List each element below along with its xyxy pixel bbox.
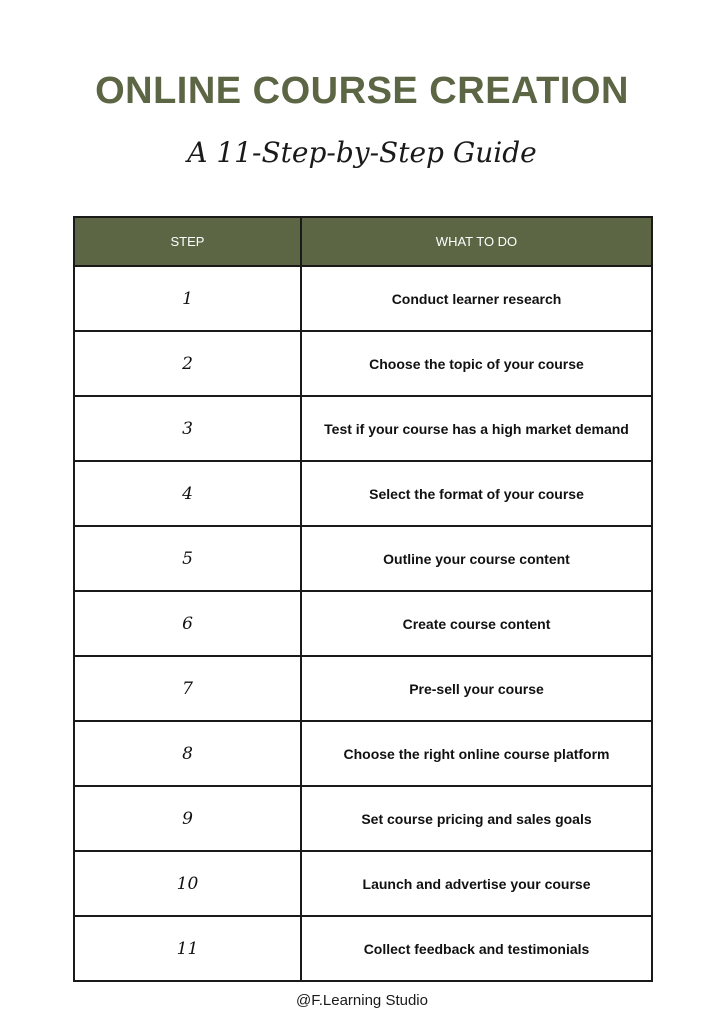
step-number: 11 [74,916,301,981]
table-row [74,591,652,656]
step-task: Select the format of your course [301,461,652,526]
table-row [74,266,652,331]
column-header-step: STEP [74,217,301,266]
step-task: Conduct learner research [301,266,652,331]
step-task: Test if your course has a high market demand [301,396,652,461]
step-task: Outline your course content [301,526,652,591]
table-row [74,786,652,851]
table-row [74,916,652,981]
step-task: Choose the right online course platform [301,721,652,786]
step-number: 5 [74,526,301,591]
footer-credit: @F.Learning Studio [296,992,428,1009]
step-number: 4 [74,461,301,526]
table-row [74,331,652,396]
step-task: Collect feedback and testimonials [301,916,652,981]
table-row [74,656,652,721]
step-number: 9 [74,786,301,851]
column-header-what-to-do: WHAT TO DO [301,217,652,266]
step-number: 8 [74,721,301,786]
table-body [74,266,652,981]
step-task: Create course content [301,591,652,656]
table-row [74,721,652,786]
step-task: Launch and advertise your course [301,851,652,916]
step-task: Choose the topic of your course [301,331,652,396]
step-number: 1 [74,266,301,331]
step-number: 6 [74,591,301,656]
table-row [74,526,652,591]
table-row [74,461,652,526]
page-title: ONLINE COURSE CREATION [95,70,629,112]
step-number: 2 [74,331,301,396]
table-header-row [74,217,652,266]
step-number: 10 [74,851,301,916]
table-row [74,851,652,916]
step-number: 7 [74,656,301,721]
step-task: Set course pricing and sales goals [301,786,652,851]
step-number: 3 [74,396,301,461]
steps-table [73,216,653,982]
step-task: Pre-sell your course [301,656,652,721]
table-row [74,396,652,461]
table-header [74,217,652,266]
page-subtitle: A 11-Step-by-Step Guide [187,136,537,169]
